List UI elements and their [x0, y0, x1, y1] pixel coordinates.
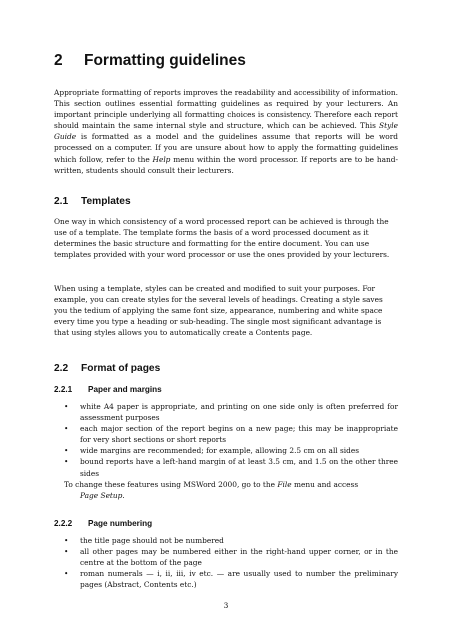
file-menu-emphasis: File: [277, 480, 292, 489]
msword-note: [64, 479, 398, 501]
intro-text-2: is formatted as a model and the guidelines assume that reports will be word processed on a computer. If you are unsure about how to apply the formatting guidelines which follow, refer to the: [54, 132, 398, 164]
list-item: • roman numerals — i, ii, iii, iv etc. — are usually used to number the preliminary pages (Abstract, Contents etc.): [64, 569, 398, 590]
templates-paragraph-1: One way in which consistency of a word processed report can be achieved is through the use of a template. The template forms the basis of a word processed document as it determines the basic structure and formatting for the entire document. You can use templates provided with your word processor or use the ones provided by your lecturers.: [54, 217, 390, 260]
page-number: 3: [223, 601, 229, 610]
paper-margins-list: [54, 401, 398, 479]
page-numbering-list: [54, 535, 398, 590]
list-item: • all other pages may be numbered either in the right-hand upper corner, or in the centre at the bottom of the page: [64, 547, 398, 568]
note-text: To change these features using MSWord 2000, go to the: [64, 480, 278, 489]
paper-margins-heading: [54, 385, 162, 394]
templates-number: 2.1: [54, 196, 69, 207]
list-item: • each major section of the report begins on a new page; this may be inappropriate for very short sections or short reports: [64, 424, 398, 445]
list-item-text: the title page should not be numbered: [80, 536, 224, 545]
list-item: • wide margins are recommended; for example, allowing 2.5 cm on all sides: [64, 446, 360, 456]
intro-paragraph: [54, 87, 398, 176]
templates-heading: [54, 196, 131, 207]
format-of-pages-heading: [54, 363, 160, 374]
intro-text-1: Appropriate formatting of reports improves the readability and accessibility of information. This section outlines essential formatting guidelines as required by your lecturers. An important principle underlying all formatting choices is consistency. Therefore each report should maintain the same internal style and structure, which can be achieved. This: [54, 88, 398, 131]
list-item-text: white A4 paper is appropriate, and printing on one side only is often preferred for assessment purposes: [80, 402, 398, 423]
format-of-pages-number: 2.2: [54, 363, 69, 374]
templates-title: Templates: [81, 196, 131, 207]
intro-text-3: menu within the word processor. If reports are to be hand-written, students should consult their lecturers.: [54, 154, 398, 175]
paper-margins-title: Paper and margins: [88, 385, 162, 394]
list-item-text: bound reports have a left-hand margin of at least 3.5 cm, and 1.5 on the other three sides: [80, 457, 398, 478]
style-guide-emphasis: Style Guide: [54, 121, 398, 142]
section-number: 2: [54, 52, 63, 69]
list-item: • bound reports have a left-hand margin of at least 3.5 cm, and 1.5 on the other three sides: [64, 457, 398, 478]
list-item: • white A4 paper is appropriate, and printing on one side only is often preferred for assessment purposes: [64, 402, 398, 423]
section-title: Formatting guidelines: [84, 52, 246, 69]
note-text-2: menu and access: [291, 480, 359, 489]
list-item-text: wide margins are recommended; for example, allowing 2.5 cm on all sides: [80, 446, 360, 456]
section-heading: [54, 52, 246, 70]
list-item-text: each major section of the report begins on a new page; this may be inappropriate for very short sections or short reports: [80, 424, 398, 445]
list-item-text: all other pages may be numbered either in the right-hand upper corner, or in the centre at the bottom of the page: [80, 547, 398, 568]
help-emphasis: Help: [152, 154, 171, 164]
list-item: • the title page should not be numbered: [64, 536, 224, 545]
list-item-text: roman numerals — i, ii, iii, iv etc. — are usually used to number the preliminary pages (Abstract, Contents etc.): [80, 569, 398, 590]
page-setup-emphasis: Page Setup.: [80, 491, 125, 501]
page-numbering-number: 2.2.2: [54, 519, 73, 528]
format-of-pages-title: Format of pages: [81, 363, 161, 374]
page-numbering-title: Page numbering: [88, 519, 153, 528]
page-numbering-heading: [54, 519, 152, 528]
templates-paragraph-2: When using a template, styles can be created and modified to suit your purposes. For example, you can create styles for the several levels of headings. Creating a style saves you the tedium of applying the same font size, appearance, numbering and white space every time you type a heading or sub-heading. The single most significant advantage is that using styles allows you to automatically create a Contents page.: [54, 284, 383, 338]
paper-margins-number: 2.2.1: [54, 385, 73, 394]
